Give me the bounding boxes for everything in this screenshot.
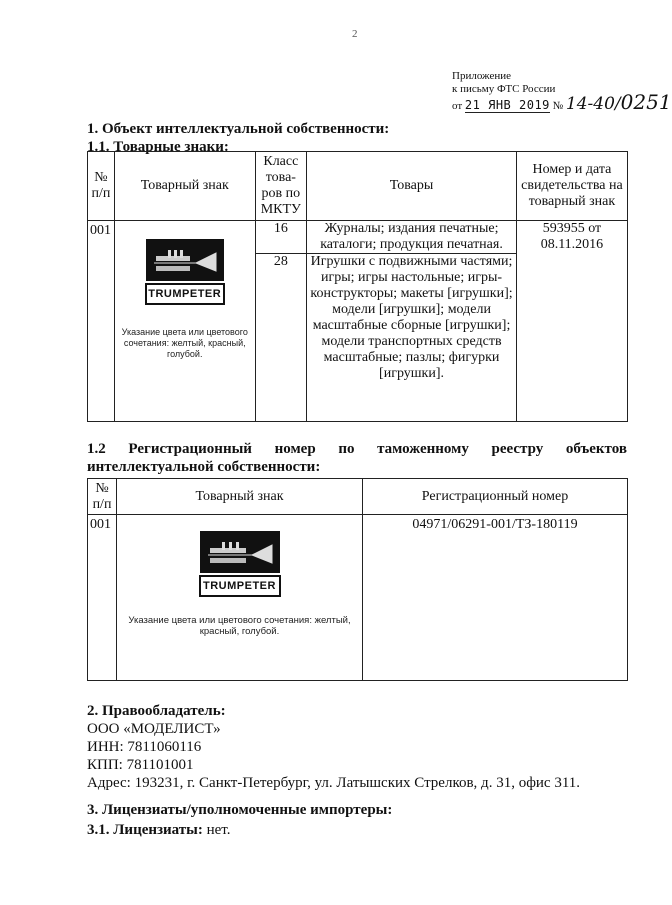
trumpet-icon — [200, 531, 280, 573]
title-word: номер — [274, 441, 316, 457]
row-num: 001 — [88, 221, 115, 422]
section1-title: 1. Объект интеллектуальной собственности: — [87, 121, 390, 137]
appendix-line2: к письму ФТС России — [452, 83, 556, 95]
licensees-label: 3.1. Лицензиаты: — [87, 822, 203, 838]
class-28: 28 — [255, 254, 307, 422]
page-number: 2 — [352, 28, 358, 40]
section3-title: 3. Лицензиаты/уполномоченные импортеры: — [87, 802, 393, 818]
th2-num: № п/п — [88, 479, 117, 515]
title-word: 1.2 — [87, 441, 106, 457]
section12-title-line2: интеллектуальной собственности: — [87, 459, 321, 475]
customs-register-table — [87, 478, 628, 681]
appendix-date: 21 ЯНВ 2019 — [464, 98, 550, 112]
section2-title: 2. Правообладатель: — [87, 703, 226, 719]
trumpet-icon — [146, 239, 224, 281]
color-note: Указание цвета или цветового сочетания: желтый, красный, голубой. — [121, 327, 248, 359]
th-num: № п/п — [88, 152, 115, 221]
th-class: Класс това-ров по МКТУ — [255, 152, 307, 221]
section3-block — [87, 800, 392, 840]
appendix-from: от — [452, 100, 463, 112]
row2-num: 001 — [88, 515, 117, 681]
appendix-block — [452, 70, 672, 113]
trademark-table — [87, 151, 628, 422]
title-word: таможенному — [377, 441, 469, 457]
section1-subtitle: 1.1. Товарные знаки: — [87, 139, 229, 155]
owner-kpp: КПП: 781101001 — [87, 757, 194, 773]
th-goods: Товары — [307, 152, 517, 221]
th-certificate: Номер и дата свидетельства на товарный знак — [516, 152, 627, 221]
registration-number: 04971/06291-001/ТЗ-180119 — [363, 515, 628, 681]
th-trademark: Товарный знак — [114, 152, 255, 221]
row-trademark-cell — [114, 221, 255, 422]
appendix-number — [565, 90, 672, 114]
th2-reg-number: Регистрационный номер — [363, 479, 628, 515]
appendix-no: № — [552, 100, 564, 112]
goods-28: Игрушки с подвижными частями; игры; игры настольные; игры-конструкторы; макеты [игрушки]; модели [игрушки]; модели масштабные сборные [игрушки]; модели транспортных средств масштабные; пазлы; фигурки [игрушки]. — [307, 254, 517, 422]
appendix-line1: Приложение — [452, 70, 512, 82]
title-word: Регистрационный — [128, 441, 252, 457]
class-16: 16 — [255, 221, 307, 254]
goods-16: Журналы; издания печатные; каталоги; продукция печатная. — [307, 221, 517, 254]
certificate-number: 593955 от 08.11.2016 — [516, 221, 627, 422]
row2-trademark-cell — [117, 515, 363, 681]
owner-name: ООО «МОДЕЛИСТ» — [87, 721, 221, 737]
section2-block — [87, 702, 580, 792]
trademark-logo-text: TRUMPETER — [199, 575, 281, 597]
trumpet-logo-image — [200, 531, 280, 573]
title-word: реестру — [491, 441, 544, 457]
trademark-logo-text: TRUMPETER — [145, 283, 225, 305]
th2-trademark: Товарный знак — [117, 479, 363, 515]
title-word: объектов — [565, 441, 627, 457]
owner-address: Адрес: 193231, г. Санкт-Петербург, ул. Латышских Стрелков, д. 31, офис 311. — [87, 775, 581, 791]
licensees-value: нет. — [202, 822, 231, 838]
trumpet-logo-image — [146, 239, 224, 281]
appendix-number-part2: 0251 — [620, 90, 672, 114]
owner-inn: ИНН: 7811060116 — [87, 739, 202, 755]
appendix-number-part1: 14-40/ — [565, 94, 621, 114]
color-note: Указание цвета или цветового сочетания: желтый, красный, голубой. — [128, 615, 351, 637]
title-word: по — [338, 441, 355, 457]
section12-title — [87, 440, 627, 476]
